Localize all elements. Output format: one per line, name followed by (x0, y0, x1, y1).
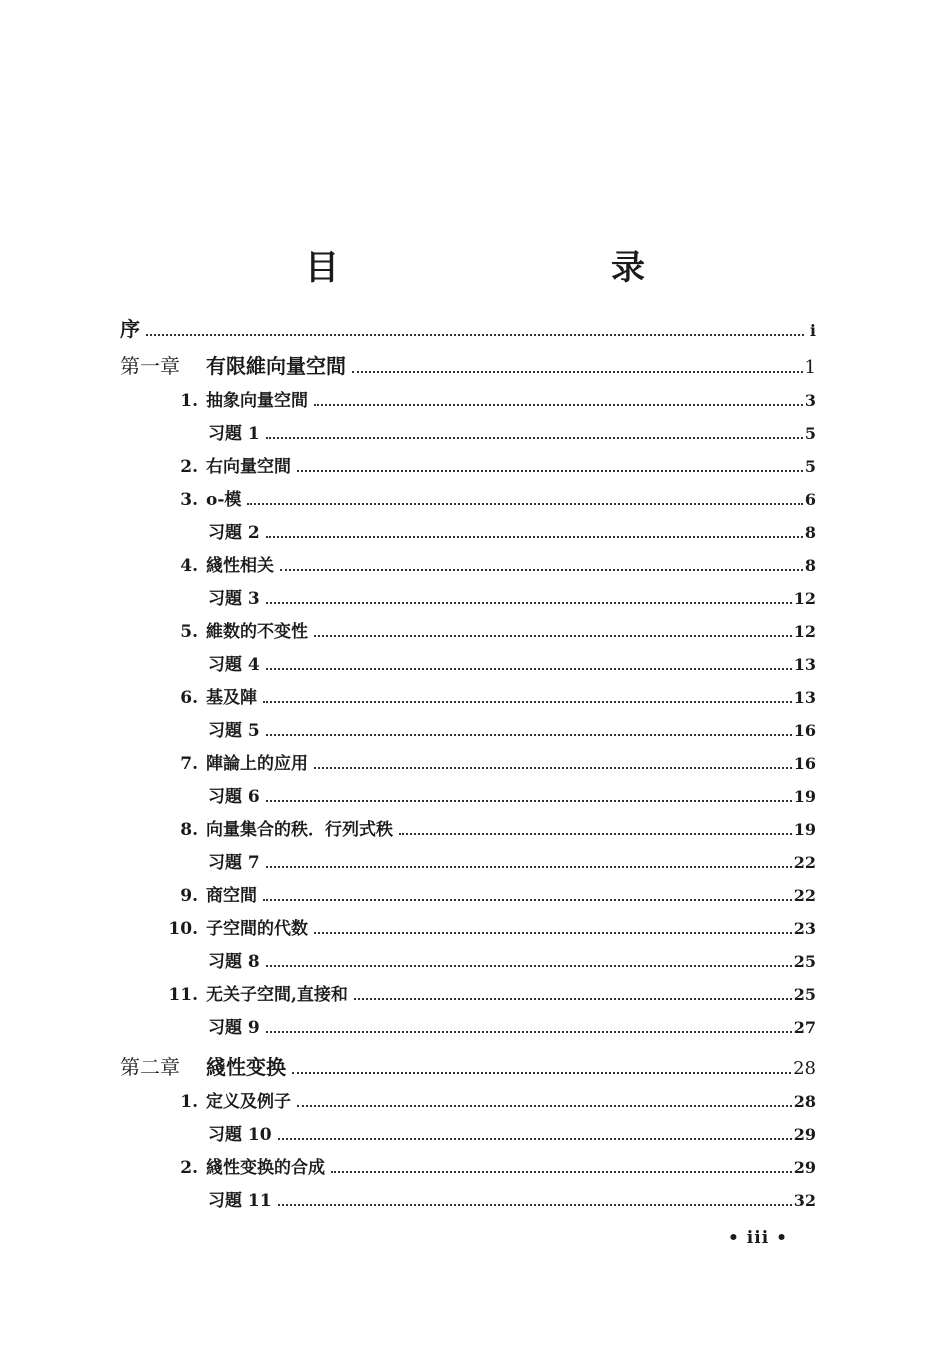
dot-leader (266, 800, 792, 802)
dot-leader (266, 1031, 792, 1033)
dot-leader (314, 932, 792, 934)
section-number: 4. (180, 556, 198, 576)
toc-entry-page: 16 (793, 721, 816, 740)
toc-entry-label: 习題 9 (208, 1018, 260, 1038)
toc-entry-label: 商空間 (206, 886, 257, 906)
dot-leader (314, 767, 792, 769)
section-number: 9. (180, 886, 198, 906)
toc-entry-page: 25 (793, 985, 816, 1004)
toc-entry-page: 12 (793, 622, 816, 641)
toc-entry[interactable] (208, 584, 816, 609)
toc-entry-page: 22 (793, 853, 816, 872)
toc-entry-preface[interactable] (120, 313, 816, 342)
dot-leader (266, 602, 792, 604)
dot-leader (146, 334, 804, 336)
toc-entry-label: 定义及例子 (206, 1092, 291, 1112)
toc-entry[interactable] (156, 980, 816, 1005)
dot-leader (263, 701, 792, 703)
toc-entry-label: 习題 3 (208, 589, 260, 609)
toc-entry-page: 25 (793, 952, 816, 971)
toc-entry-page: 22 (793, 886, 816, 905)
page-title: 目 录 (305, 248, 713, 288)
toc-entry[interactable] (156, 452, 816, 477)
dot-leader (314, 404, 803, 406)
section-number: 1. (180, 391, 198, 411)
dot-leader (352, 371, 803, 373)
toc-entry-label: o-模 (206, 490, 242, 510)
dot-leader (280, 569, 803, 571)
dot-leader (314, 635, 792, 637)
toc-entry-page: 12 (793, 589, 816, 608)
toc-entry-page: 23 (793, 919, 816, 938)
chapter-title: 有限維向量空間 (206, 354, 346, 378)
dot-leader (354, 998, 792, 1000)
toc-entry-label: 右向量空間 (206, 457, 291, 477)
toc-entry[interactable] (156, 1153, 816, 1178)
section-number: 2. (180, 1158, 198, 1178)
dot-leader (266, 965, 792, 967)
dot-leader (278, 1138, 792, 1140)
chapter-prefix: 第一章 (120, 354, 180, 378)
chapter-title: 綫性变换 (206, 1055, 286, 1079)
toc-entry-label: 习題 10 (208, 1125, 272, 1145)
toc-entry[interactable] (208, 716, 816, 741)
toc-entry[interactable] (208, 947, 816, 972)
toc-entry[interactable] (208, 1013, 816, 1038)
toc-entry-page: 8 (804, 523, 816, 542)
section-number: 11. (168, 985, 198, 1005)
toc-entry[interactable] (156, 386, 816, 411)
toc-entry-label: 陣論上的应用 (206, 754, 308, 774)
toc-entry-page: 28 (793, 1092, 816, 1111)
toc-entry-page: 19 (793, 787, 816, 806)
page-folio: • iii • (728, 1228, 788, 1248)
toc-chapter-1[interactable] (120, 350, 816, 379)
chapter-heading (120, 1051, 290, 1080)
toc-entry-page: 19 (793, 820, 816, 839)
section-number: 6. (180, 688, 198, 708)
toc-entry[interactable] (208, 419, 816, 444)
toc-entry[interactable] (208, 848, 816, 873)
toc-entry-label: 子空間的代数 (206, 919, 308, 939)
toc-entry-label: 习題 7 (208, 853, 260, 873)
section-number: 2. (180, 457, 198, 477)
toc-entry-label: 抽象向量空間 (206, 391, 308, 411)
toc-entry[interactable] (208, 1120, 816, 1145)
toc-entry-label: 习題 11 (208, 1191, 272, 1211)
toc-entry-label: 习題 6 (208, 787, 260, 807)
toc-entry-label: 习題 8 (208, 952, 260, 972)
toc-entry[interactable] (156, 617, 816, 642)
dot-leader (278, 1204, 792, 1206)
toc-entry-page: 29 (793, 1125, 816, 1144)
toc-entry-page: 5 (804, 457, 816, 476)
dot-leader (266, 668, 792, 670)
dot-leader (399, 833, 792, 835)
toc-entry[interactable] (156, 683, 816, 708)
toc-entry-page: 5 (804, 424, 816, 443)
dot-leader (292, 1072, 791, 1074)
chapter-prefix: 第二章 (120, 1055, 180, 1079)
toc-entry[interactable] (208, 782, 816, 807)
toc-entry-page: 3 (804, 391, 816, 410)
toc-entry-label: 綫性相关 (206, 556, 274, 576)
toc-entry-page: 32 (793, 1191, 816, 1210)
toc-entry[interactable] (156, 914, 816, 939)
toc-entry-label: 基及陣 (206, 688, 257, 708)
toc-entry-page: 27 (793, 1018, 816, 1037)
section-number: 1. (180, 1092, 198, 1112)
toc-entry-page: 13 (793, 655, 816, 674)
dot-leader (247, 503, 802, 505)
section-number: 10. (168, 919, 198, 939)
toc-entry-page: 6 (804, 490, 816, 509)
toc-entry-page: 16 (793, 754, 816, 773)
toc-entry-page: 28 (793, 1058, 816, 1079)
toc-entry-label: 綫性变换的合成 (206, 1158, 325, 1178)
toc-entry-page: 1 (804, 357, 816, 378)
toc-entry-label: 序 (120, 317, 140, 341)
toc-entry[interactable] (156, 551, 816, 576)
section-number: 8. (180, 820, 198, 840)
toc-entry[interactable] (208, 650, 816, 675)
dot-leader (266, 866, 792, 868)
toc-entry-label: 习題 1 (208, 424, 260, 444)
dot-leader (266, 734, 792, 736)
dot-leader (263, 899, 792, 901)
toc-entry[interactable] (156, 1087, 816, 1112)
toc-entry[interactable] (156, 485, 816, 510)
toc-entry[interactable] (156, 749, 816, 774)
section-number: 3. (180, 490, 198, 510)
toc-entry-label: 习題 5 (208, 721, 260, 741)
section-number: 7. (180, 754, 198, 774)
dot-leader (266, 437, 803, 439)
dot-leader (331, 1171, 792, 1173)
dot-leader (297, 470, 803, 472)
toc-entry-label: 向量集合的秩．行列式秩 (206, 820, 393, 840)
dot-leader (297, 1105, 792, 1107)
toc-entry-label: 維数的不变性 (206, 622, 308, 642)
toc-entry-page: 29 (793, 1158, 816, 1177)
section-number: 5. (180, 622, 198, 642)
toc-entry-page: i (809, 321, 816, 340)
toc-entry[interactable] (208, 518, 816, 543)
toc-entry-label: 习題 2 (208, 523, 260, 543)
toc-entry-page: 13 (793, 688, 816, 707)
dot-leader (266, 536, 803, 538)
toc-entry-page: 8 (804, 556, 816, 575)
toc-entry[interactable] (208, 1186, 816, 1211)
toc-entry-label: 习題 4 (208, 655, 260, 675)
chapter-heading (120, 350, 350, 379)
toc-entry-label: 无关子空間,直接和 (206, 985, 348, 1005)
toc-entry[interactable] (156, 881, 816, 906)
toc-chapter-2[interactable] (120, 1051, 816, 1080)
toc-entry[interactable] (156, 815, 816, 840)
